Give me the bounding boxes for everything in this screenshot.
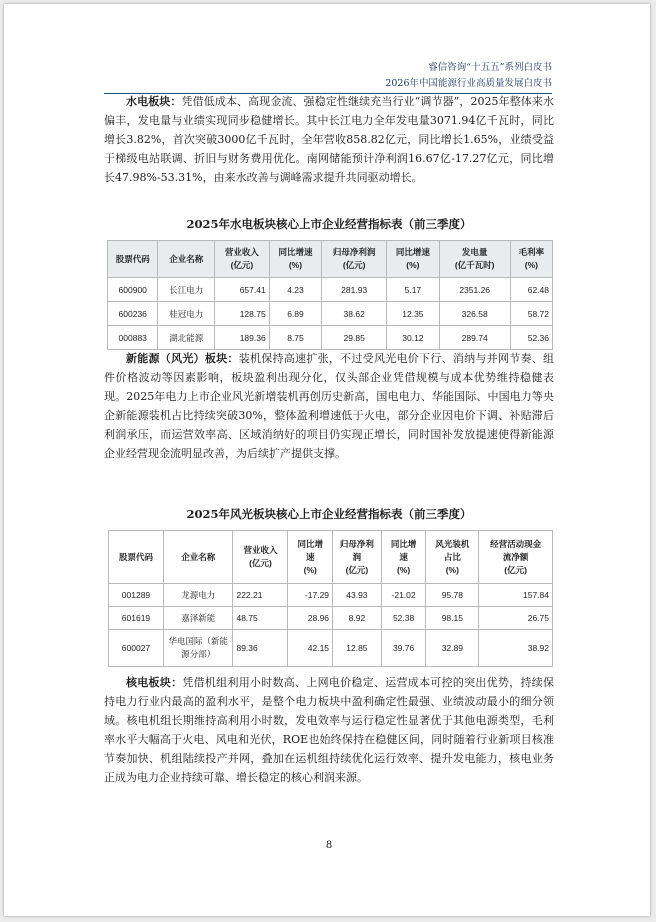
col-header: 企业名称 (158, 241, 215, 278)
cell: -21.02 (381, 584, 426, 607)
cell: 32.89 (426, 630, 479, 667)
cell: 39.76 (381, 630, 426, 667)
table-row (108, 302, 553, 326)
wind-paragraph (104, 349, 554, 463)
col-header: 营业收入 (亿元) (233, 531, 288, 584)
cell: 29.85 (322, 326, 387, 350)
hydro-lead: 水电板块： (126, 95, 182, 108)
cell: 89.36 (233, 630, 288, 667)
cell: 湖北能源 (158, 326, 215, 350)
cell: 657.41 (215, 278, 270, 302)
col-header: 发电量 (亿千瓦时) (439, 241, 510, 278)
table-header-row (109, 531, 553, 584)
table-row (108, 278, 553, 302)
cell: 4.23 (269, 278, 322, 302)
col-header: 归母净利润 (亿元) (322, 241, 387, 278)
cell: 26.75 (479, 607, 553, 630)
cell: 5.17 (387, 278, 440, 302)
cell: 001289 (109, 584, 164, 607)
cell: 52.36 (510, 326, 552, 350)
col-header: 同比增 速 (%) (381, 531, 426, 584)
col-header: 营业收入 (亿元) (215, 241, 270, 278)
page-number: 8 (325, 840, 333, 851)
document-page (4, 4, 650, 916)
hydro-table (107, 240, 553, 350)
cell: 长江电力 (158, 278, 215, 302)
nuclear-body: 凭借机组利用小时数高、上网电价稳定、运营成本可控的突出优势，持续保持电力行业内最高的盈利水平，是整个电力板块中盈利确定性最强、业绩波动最小的细分领域。核电机组长期维持高利用小时数，发电效率与运行稳定性显著优于其他电源类型，毛利率水平大幅高于火电、风电和光伏，ROE也始终保持在稳健区间，同时随着行业新项目核准节奏加快、机组陆续投产并网，叠加在运机组持续优化运行效率、提升发电能力，核电业务正成为电力企业持续可靠、增长稳定的核心利润来源。 (104, 676, 555, 784)
cell: 600900 (108, 278, 158, 302)
col-header: 毛利率 (%) (510, 241, 552, 278)
table-row (109, 630, 553, 667)
nuclear-lead: 核电板块： (126, 676, 183, 689)
col-header: 股票代码 (109, 531, 164, 584)
table-header-row (108, 241, 553, 278)
cell: 8.92 (333, 607, 382, 630)
cell: 281.93 (322, 278, 387, 302)
col-header: 经营活动现金 流净额 (亿元) (479, 531, 553, 584)
cell: 43.93 (333, 584, 382, 607)
col-header: 同比增速 (%) (269, 241, 322, 278)
table-row (109, 584, 553, 607)
cell: 98.15 (426, 607, 479, 630)
table-row (109, 607, 553, 630)
cell: 嘉泽新能 (163, 607, 233, 630)
cell: 42.15 (288, 630, 333, 667)
cell: 2351.26 (439, 278, 510, 302)
cell: 12.35 (387, 302, 440, 326)
cell: 48.75 (233, 607, 288, 630)
header-series-title: 睿信咨询“十五五”系列白皮书 (428, 62, 552, 73)
cell: 12.85 (333, 630, 382, 667)
wind-table-caption: 2025年风光板块核心上市企业经营指标表（前三季度） (186, 507, 472, 521)
cell: 189.36 (215, 326, 270, 350)
cell: 28.96 (288, 607, 333, 630)
cell: 128.75 (215, 302, 270, 326)
cell: 38.62 (322, 302, 387, 326)
hydro-table-caption: 2025年水电板块核心上市企业经营指标表（前三季度） (186, 217, 472, 231)
cell: 桂冠电力 (158, 302, 215, 326)
cell: 289.74 (439, 326, 510, 350)
wind-table (108, 530, 553, 667)
cell: 000883 (108, 326, 158, 350)
running-header (385, 60, 552, 92)
cell: 157.84 (479, 584, 553, 607)
cell: 600236 (108, 302, 158, 326)
cell: 95.78 (426, 584, 479, 607)
col-header: 同比增速 (%) (387, 241, 440, 278)
col-header: 企业名称 (163, 531, 233, 584)
hydro-paragraph (104, 92, 554, 187)
cell: 龙源电力 (163, 584, 233, 607)
col-header: 股票代码 (108, 241, 158, 278)
wind-lead: 新能源（风光）板块： (126, 352, 239, 365)
cell: 600027 (109, 630, 164, 667)
cell: 52.38 (381, 607, 426, 630)
cell: 6.89 (269, 302, 322, 326)
col-header: 同比增 速 (%) (288, 531, 333, 584)
col-header: 归母净利 润 (亿元) (333, 531, 382, 584)
cell: 326.58 (439, 302, 510, 326)
cell: 华电国际（新能源分部） (163, 630, 233, 667)
cell: 58.72 (510, 302, 552, 326)
cell: -17.29 (288, 584, 333, 607)
col-header: 风光装机 占比 (%) (426, 531, 479, 584)
cell: 222.21 (233, 584, 288, 607)
hydro-body: 凭借低成本、高现金流、强稳定性继续充当行业“调节器”，2025年整体来水偏丰，发电量与业绩实现同步稳健增长。其中长江电力全年发电量3071.94亿千瓦时，同比增长3.82%，首次突破3000亿千瓦时，全年营收858.82亿元，同比增长1.65%，业绩受益于梯级电站联调、折旧与财务费用优化。南网储能预计净利润16.67亿-17.27亿元，同比增长47.98%-53.31%，由来水改善与调峰需求提升共同驱动增长。 (104, 95, 554, 184)
wind-body: 装机保持高速扩张，不过受风光电价下行、消纳与并网节奏、组件价格波动等因素影响，板块盈利出现分化，仅头部企业凭借规模与成本优势维持稳健表现。2025年电力上市企业风光新增装机再创历史新高，国电电力、华能国际、中国电力等央企新能源装机占比持续突破30%，整体盈利增速低于火电，部分企业因电价下调、补贴滞后利润承压，而运营效率高、区域消纳好的项目仍实现正增长，同时国补发放提速使得新能源企业经营现金流明显改善，为后续扩产提供支撑。 (104, 352, 554, 460)
table-row (108, 326, 553, 350)
cell: 62.48 (510, 278, 552, 302)
cell: 601619 (109, 607, 164, 630)
nuclear-paragraph (104, 673, 554, 787)
header-report-title: 2026年中国能源行业高质量发展白皮书 (385, 78, 552, 89)
cell: 8.75 (269, 326, 322, 350)
cell: 38.92 (479, 630, 553, 667)
cell: 30.12 (387, 326, 440, 350)
